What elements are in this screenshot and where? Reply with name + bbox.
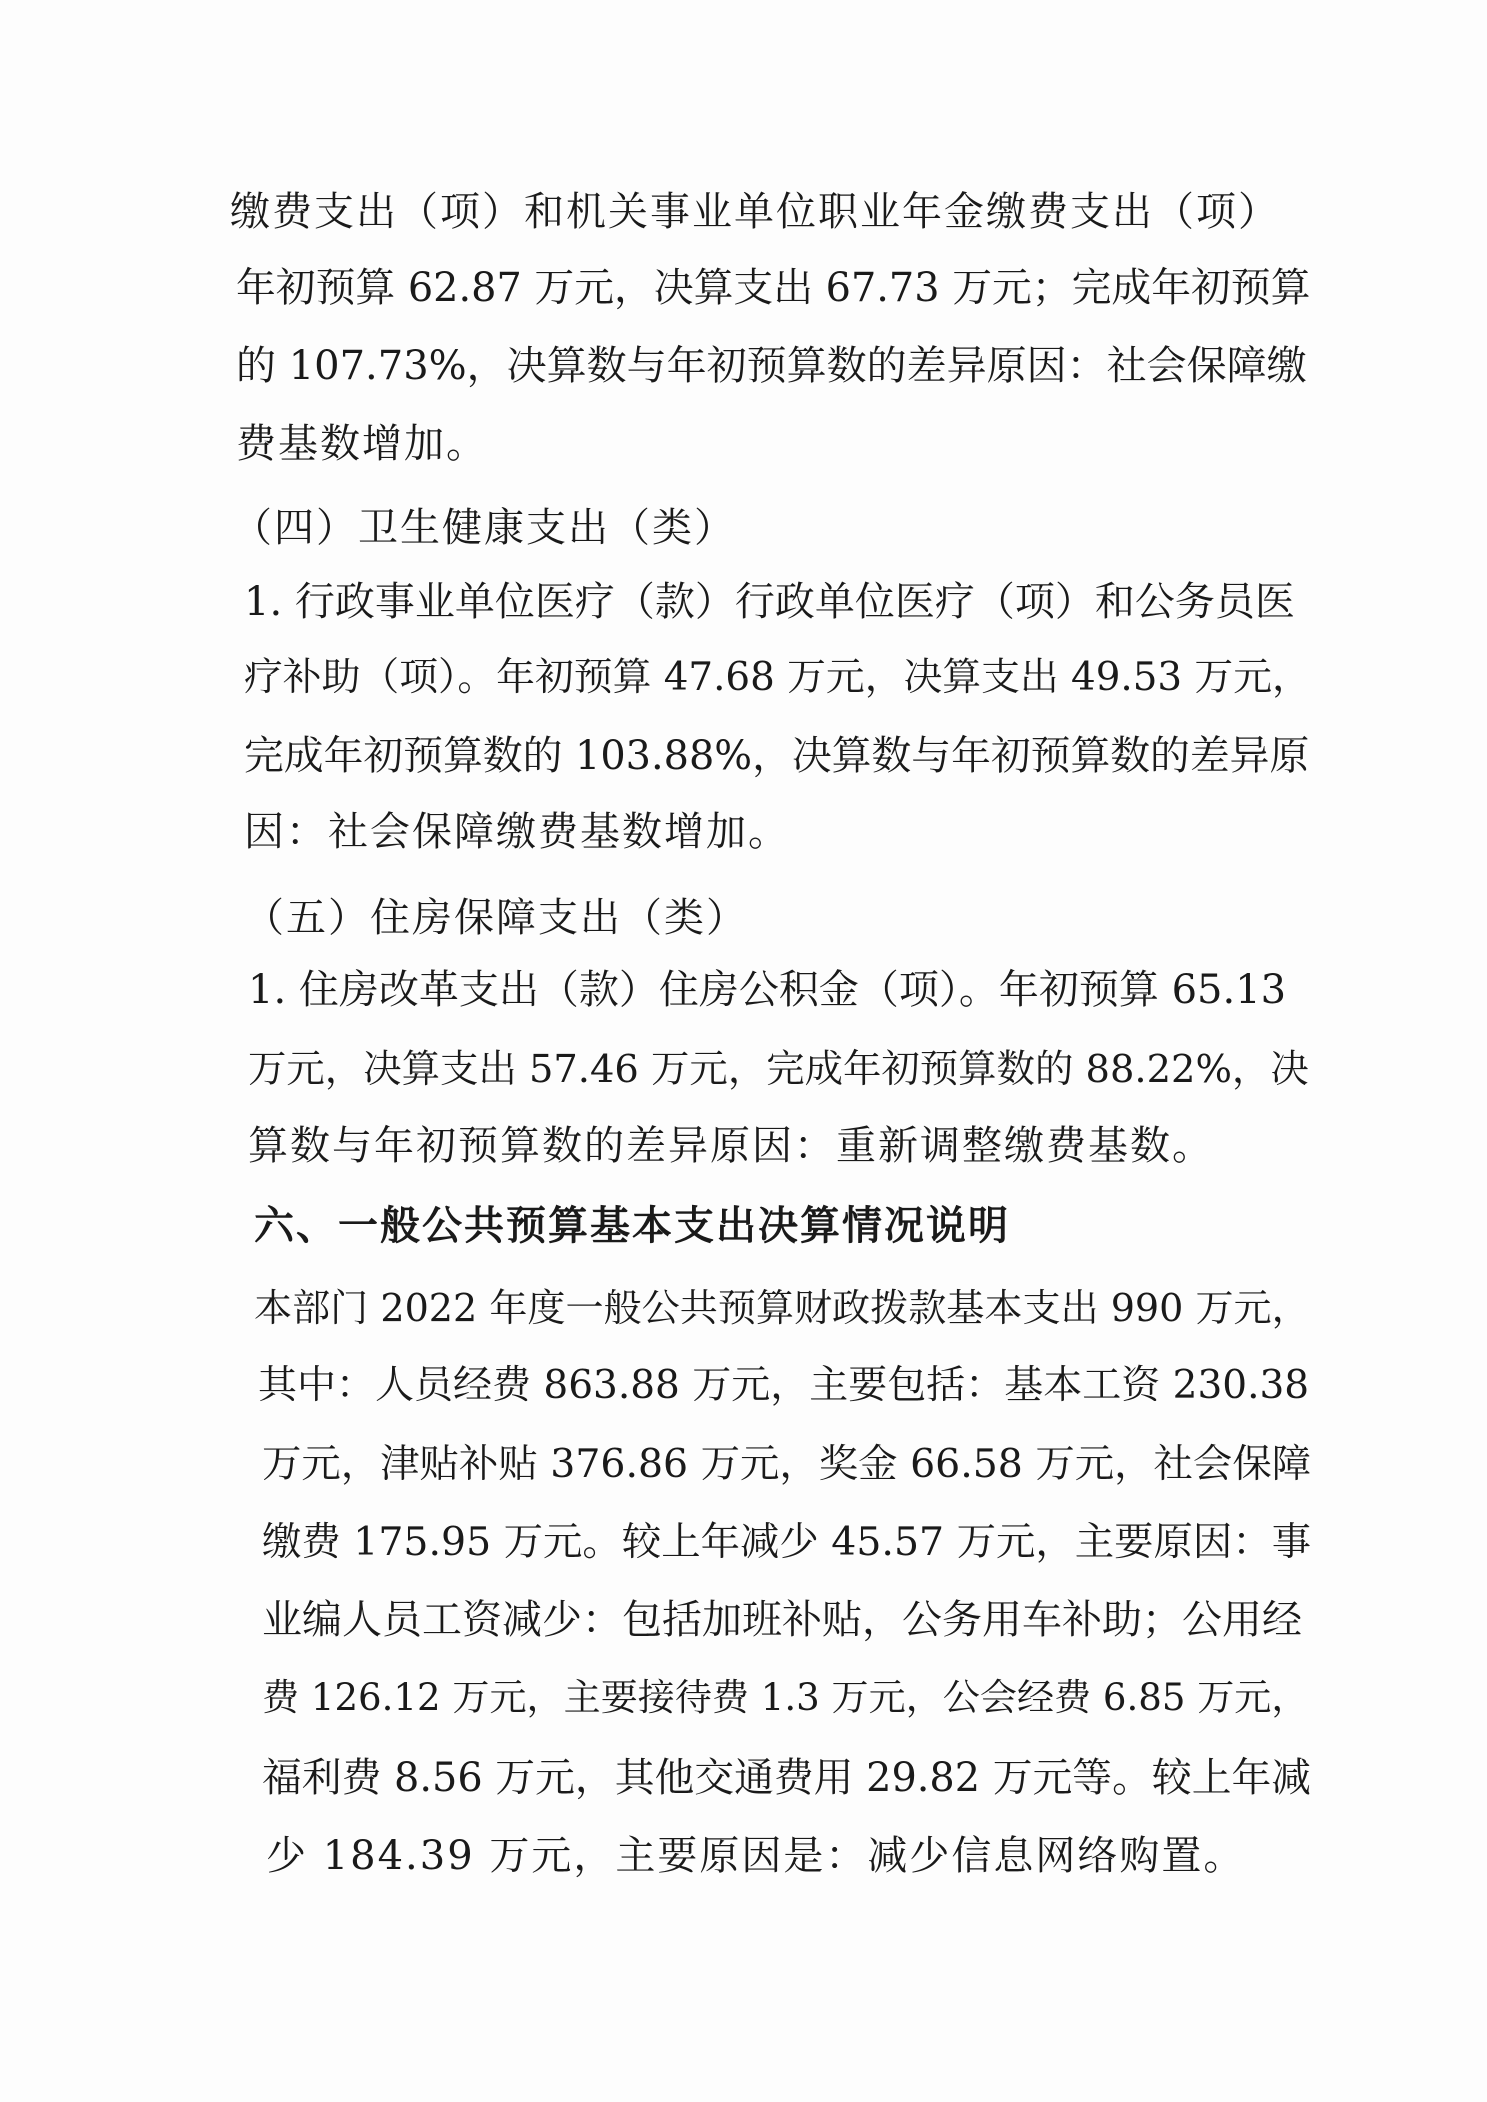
text-line: 费基数增加。 bbox=[236, 421, 488, 467]
text-line: 费 126.12 万元，主要接待费 1.3 万元，公会经费 6.85 万元， bbox=[262, 1676, 1309, 1719]
text-line: 万元，决算支出 57.46 万元，完成年初预算数的 88.22%，决 bbox=[248, 1047, 1309, 1092]
text-line: 缴费 175.95 万元。较上年减少 45.57 万元，主要原因：事 bbox=[262, 1519, 1312, 1565]
text-line: 1. 行政事业单位医疗（款）行政单位医疗（项）和公务员医 bbox=[244, 579, 1295, 625]
text-line: 万元，津贴补贴 376.86 万元，奖金 66.58 万元，社会保障 bbox=[262, 1441, 1312, 1487]
text-line: 缴费支出（项）和机关事业单位职业年金缴费支出（项） bbox=[230, 189, 1280, 235]
text-line: 本部门 2022 年度一般公共预算财政拨款基本支出 990 万元， bbox=[254, 1286, 1310, 1330]
text-line: 因：社会保障缴费基数增加。 bbox=[244, 809, 790, 855]
text-line: 其中：人员经费 863.88 万元，主要包括：基本工资 230.38 bbox=[258, 1363, 1310, 1408]
text-line: 的 107.73%，决算数与年初预算数的差异原因：社会保障缴 bbox=[236, 343, 1307, 389]
section-heading-health: （四）卫生健康支出（类） bbox=[232, 505, 736, 551]
text-line: 少 184.39 万元，主要原因是：减少信息网络购置。 bbox=[266, 1833, 1246, 1879]
text-line: 1. 住房改革支出（款）住房公积金（项）。年初预算 65.13 bbox=[248, 967, 1287, 1013]
section-heading-basic-expenditure: 六、一般公共预算基本支出决算情况说明 bbox=[254, 1203, 1010, 1249]
section-heading-housing: （五）住房保障支出（类） bbox=[244, 895, 748, 941]
text-line: 完成年初预算数的 103.88%，决算数与年初预算数的差异原 bbox=[244, 733, 1310, 779]
text-line: 年初预算 62.87 万元，决算支出 67.73 万元；完成年初预算 bbox=[236, 265, 1311, 311]
text-line: 疗补助（项）。年初预算 47.68 万元，决算支出 49.53 万元， bbox=[244, 655, 1311, 700]
text-line: 业编人员工资减少：包括加班补贴，公务用车补助；公用经 bbox=[262, 1597, 1302, 1643]
text-line: 算数与年初预算数的差异原因：重新调整缴费基数。 bbox=[248, 1123, 1214, 1169]
text-line: 福利费 8.56 万元，其他交通费用 29.82 万元等。较上年减 bbox=[262, 1755, 1312, 1801]
